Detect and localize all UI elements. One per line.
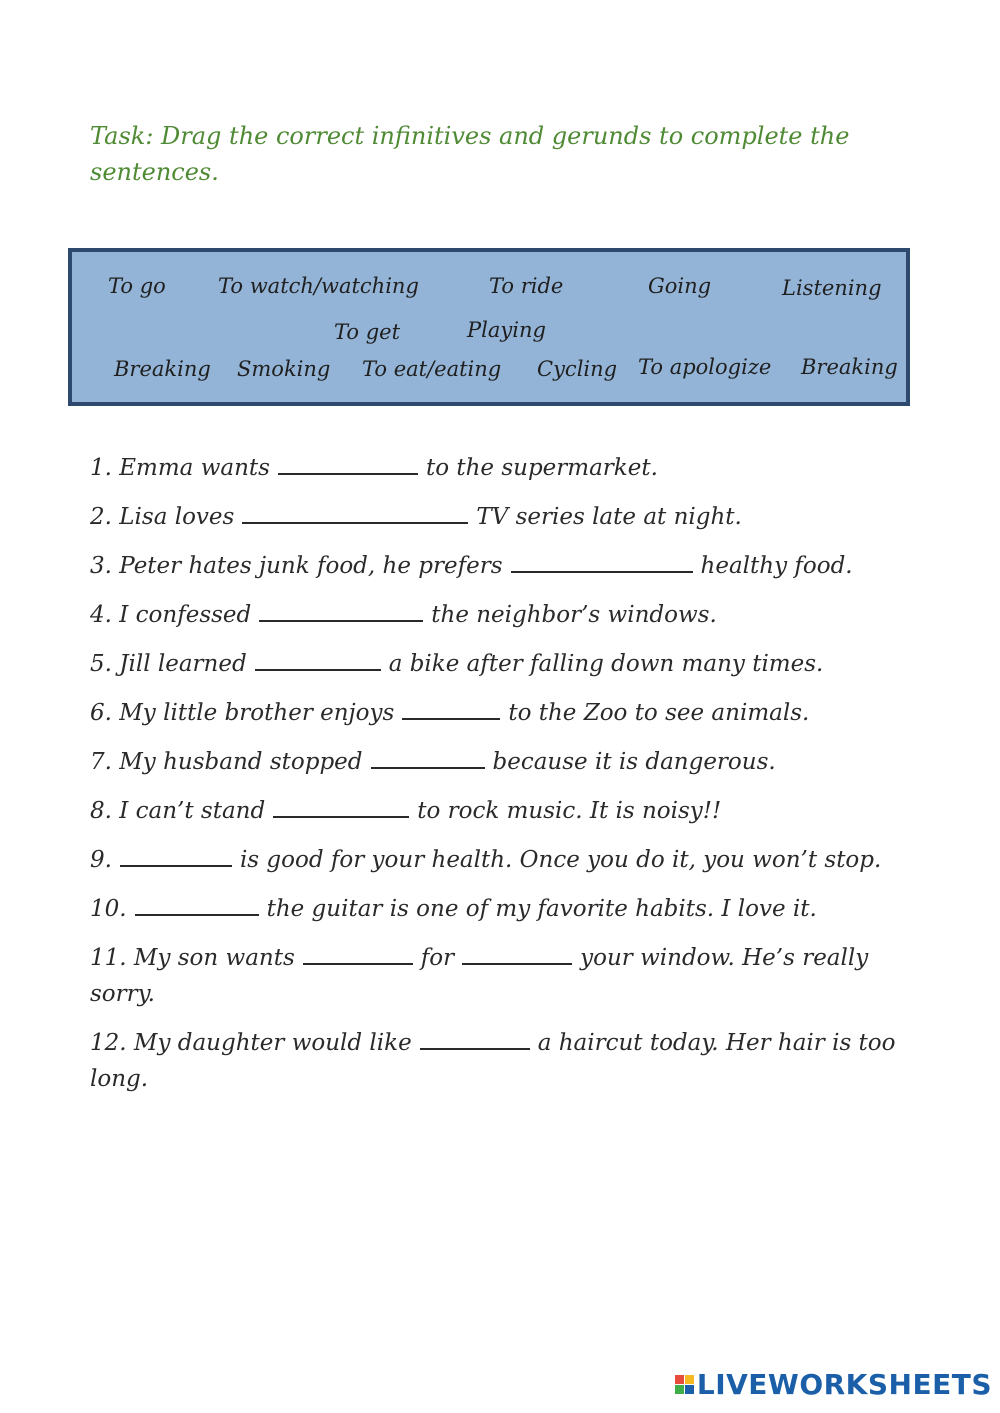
answer-blank-11a[interactable] bbox=[303, 941, 413, 965]
answer-blank-5[interactable] bbox=[255, 647, 381, 671]
liveworksheets-logo-icon bbox=[675, 1375, 694, 1394]
answer-blank-7[interactable] bbox=[371, 745, 485, 769]
answer-blank-9[interactable] bbox=[120, 843, 232, 867]
sentence-12 bbox=[90, 1025, 910, 1097]
sentence-text: 8. I can’t stand bbox=[90, 798, 266, 824]
answer-blank-1[interactable] bbox=[278, 451, 418, 475]
answer-blank-3[interactable] bbox=[511, 549, 693, 573]
sentence-text: TV series late at night. bbox=[476, 504, 742, 530]
answer-blank-2[interactable] bbox=[242, 500, 468, 524]
drag-word-playing[interactable]: Playing bbox=[467, 318, 546, 342]
drag-word-to-apologize[interactable]: To apologize bbox=[638, 355, 772, 379]
drag-word-to-watch-watching[interactable]: To watch/watching bbox=[218, 274, 419, 298]
sentence-7 bbox=[90, 744, 910, 780]
answer-blank-12[interactable] bbox=[420, 1026, 530, 1050]
sentence-text: 7. My husband stopped bbox=[90, 749, 363, 775]
sentence-text: 9. bbox=[90, 847, 112, 873]
sentence-text: to the supermarket. bbox=[425, 455, 658, 481]
sentence-text: 11. My son wants bbox=[90, 945, 295, 971]
drag-word-smoking[interactable]: Smoking bbox=[237, 357, 331, 381]
sentence-6 bbox=[90, 695, 910, 731]
logo-square-green bbox=[675, 1385, 684, 1394]
sentence-3 bbox=[90, 548, 910, 584]
drag-word-to-eat-eating[interactable]: To eat/eating bbox=[362, 357, 502, 381]
sentence-10 bbox=[90, 891, 910, 927]
sentence-9 bbox=[90, 842, 910, 878]
sentence-text: to the Zoo to see animals. bbox=[508, 700, 810, 726]
sentence-text: the neighbor’s windows. bbox=[431, 602, 717, 628]
logo-square-red bbox=[675, 1375, 684, 1384]
sentence-text: because it is dangerous. bbox=[492, 749, 776, 775]
drag-word-to-ride[interactable]: To ride bbox=[489, 274, 564, 298]
logo-square-blue bbox=[685, 1385, 694, 1394]
sentence-text: 12. My daughter would like bbox=[90, 1030, 412, 1056]
task-instructions: Task: Drag the correct infinitives and gerunds to complete the sentences. bbox=[90, 122, 850, 186]
sentence-2 bbox=[90, 499, 910, 535]
sentence-text: for bbox=[420, 945, 455, 971]
sentence-text: 10. bbox=[90, 896, 127, 922]
sentence-8 bbox=[90, 793, 910, 829]
logo-square-yellow bbox=[685, 1375, 694, 1384]
liveworksheets-footer bbox=[675, 1368, 992, 1401]
word-bank bbox=[68, 248, 910, 406]
sentence-text: 5. Jill learned bbox=[90, 651, 247, 677]
sentence-text: 2. Lisa loves bbox=[90, 504, 235, 530]
drag-word-listening[interactable]: Listening bbox=[782, 276, 882, 300]
sentence-text: your window. He’s really sorry. bbox=[90, 945, 869, 1007]
sentence-text: 3. Peter hates junk food, he prefers bbox=[90, 553, 503, 579]
sentence-text: healthy food. bbox=[700, 553, 853, 579]
drag-word-to-go[interactable]: To go bbox=[108, 274, 166, 298]
sentence-text: the guitar is one of my favorite habits. I love it. bbox=[266, 896, 817, 922]
liveworksheets-logo-text: LIVEWORKSHEETS bbox=[696, 1368, 992, 1401]
answer-blank-11b[interactable] bbox=[462, 941, 572, 965]
drag-word-breaking[interactable]: Breaking bbox=[114, 357, 211, 381]
sentence-4 bbox=[90, 597, 910, 633]
sentence-text: is good for your health. Once you do it, you won’t stop. bbox=[239, 847, 882, 873]
drag-word-to-get[interactable]: To get bbox=[334, 320, 401, 344]
answer-blank-10[interactable] bbox=[135, 892, 259, 916]
sentence-text: to rock music. It is noisy!! bbox=[417, 798, 722, 824]
answer-blank-8[interactable] bbox=[273, 794, 409, 818]
answer-blank-4[interactable] bbox=[259, 598, 423, 622]
answer-blank-6[interactable] bbox=[402, 696, 500, 720]
sentence-5 bbox=[90, 646, 910, 682]
sentence-11 bbox=[90, 940, 910, 1012]
sentence-text: 4. I confessed bbox=[90, 602, 252, 628]
sentence-text: a bike after falling down many times. bbox=[388, 651, 824, 677]
sentence-text: 6. My little brother enjoys bbox=[90, 700, 395, 726]
sentence-list bbox=[90, 450, 910, 1110]
drag-word-breaking-2[interactable]: Breaking bbox=[801, 355, 898, 379]
sentence-1 bbox=[90, 450, 910, 486]
sentence-text: a haircut today. Her hair is too long. bbox=[90, 1030, 896, 1092]
drag-word-cycling[interactable]: Cycling bbox=[537, 357, 618, 381]
sentence-text: 1. Emma wants bbox=[90, 455, 270, 481]
drag-word-going[interactable]: Going bbox=[648, 274, 712, 298]
